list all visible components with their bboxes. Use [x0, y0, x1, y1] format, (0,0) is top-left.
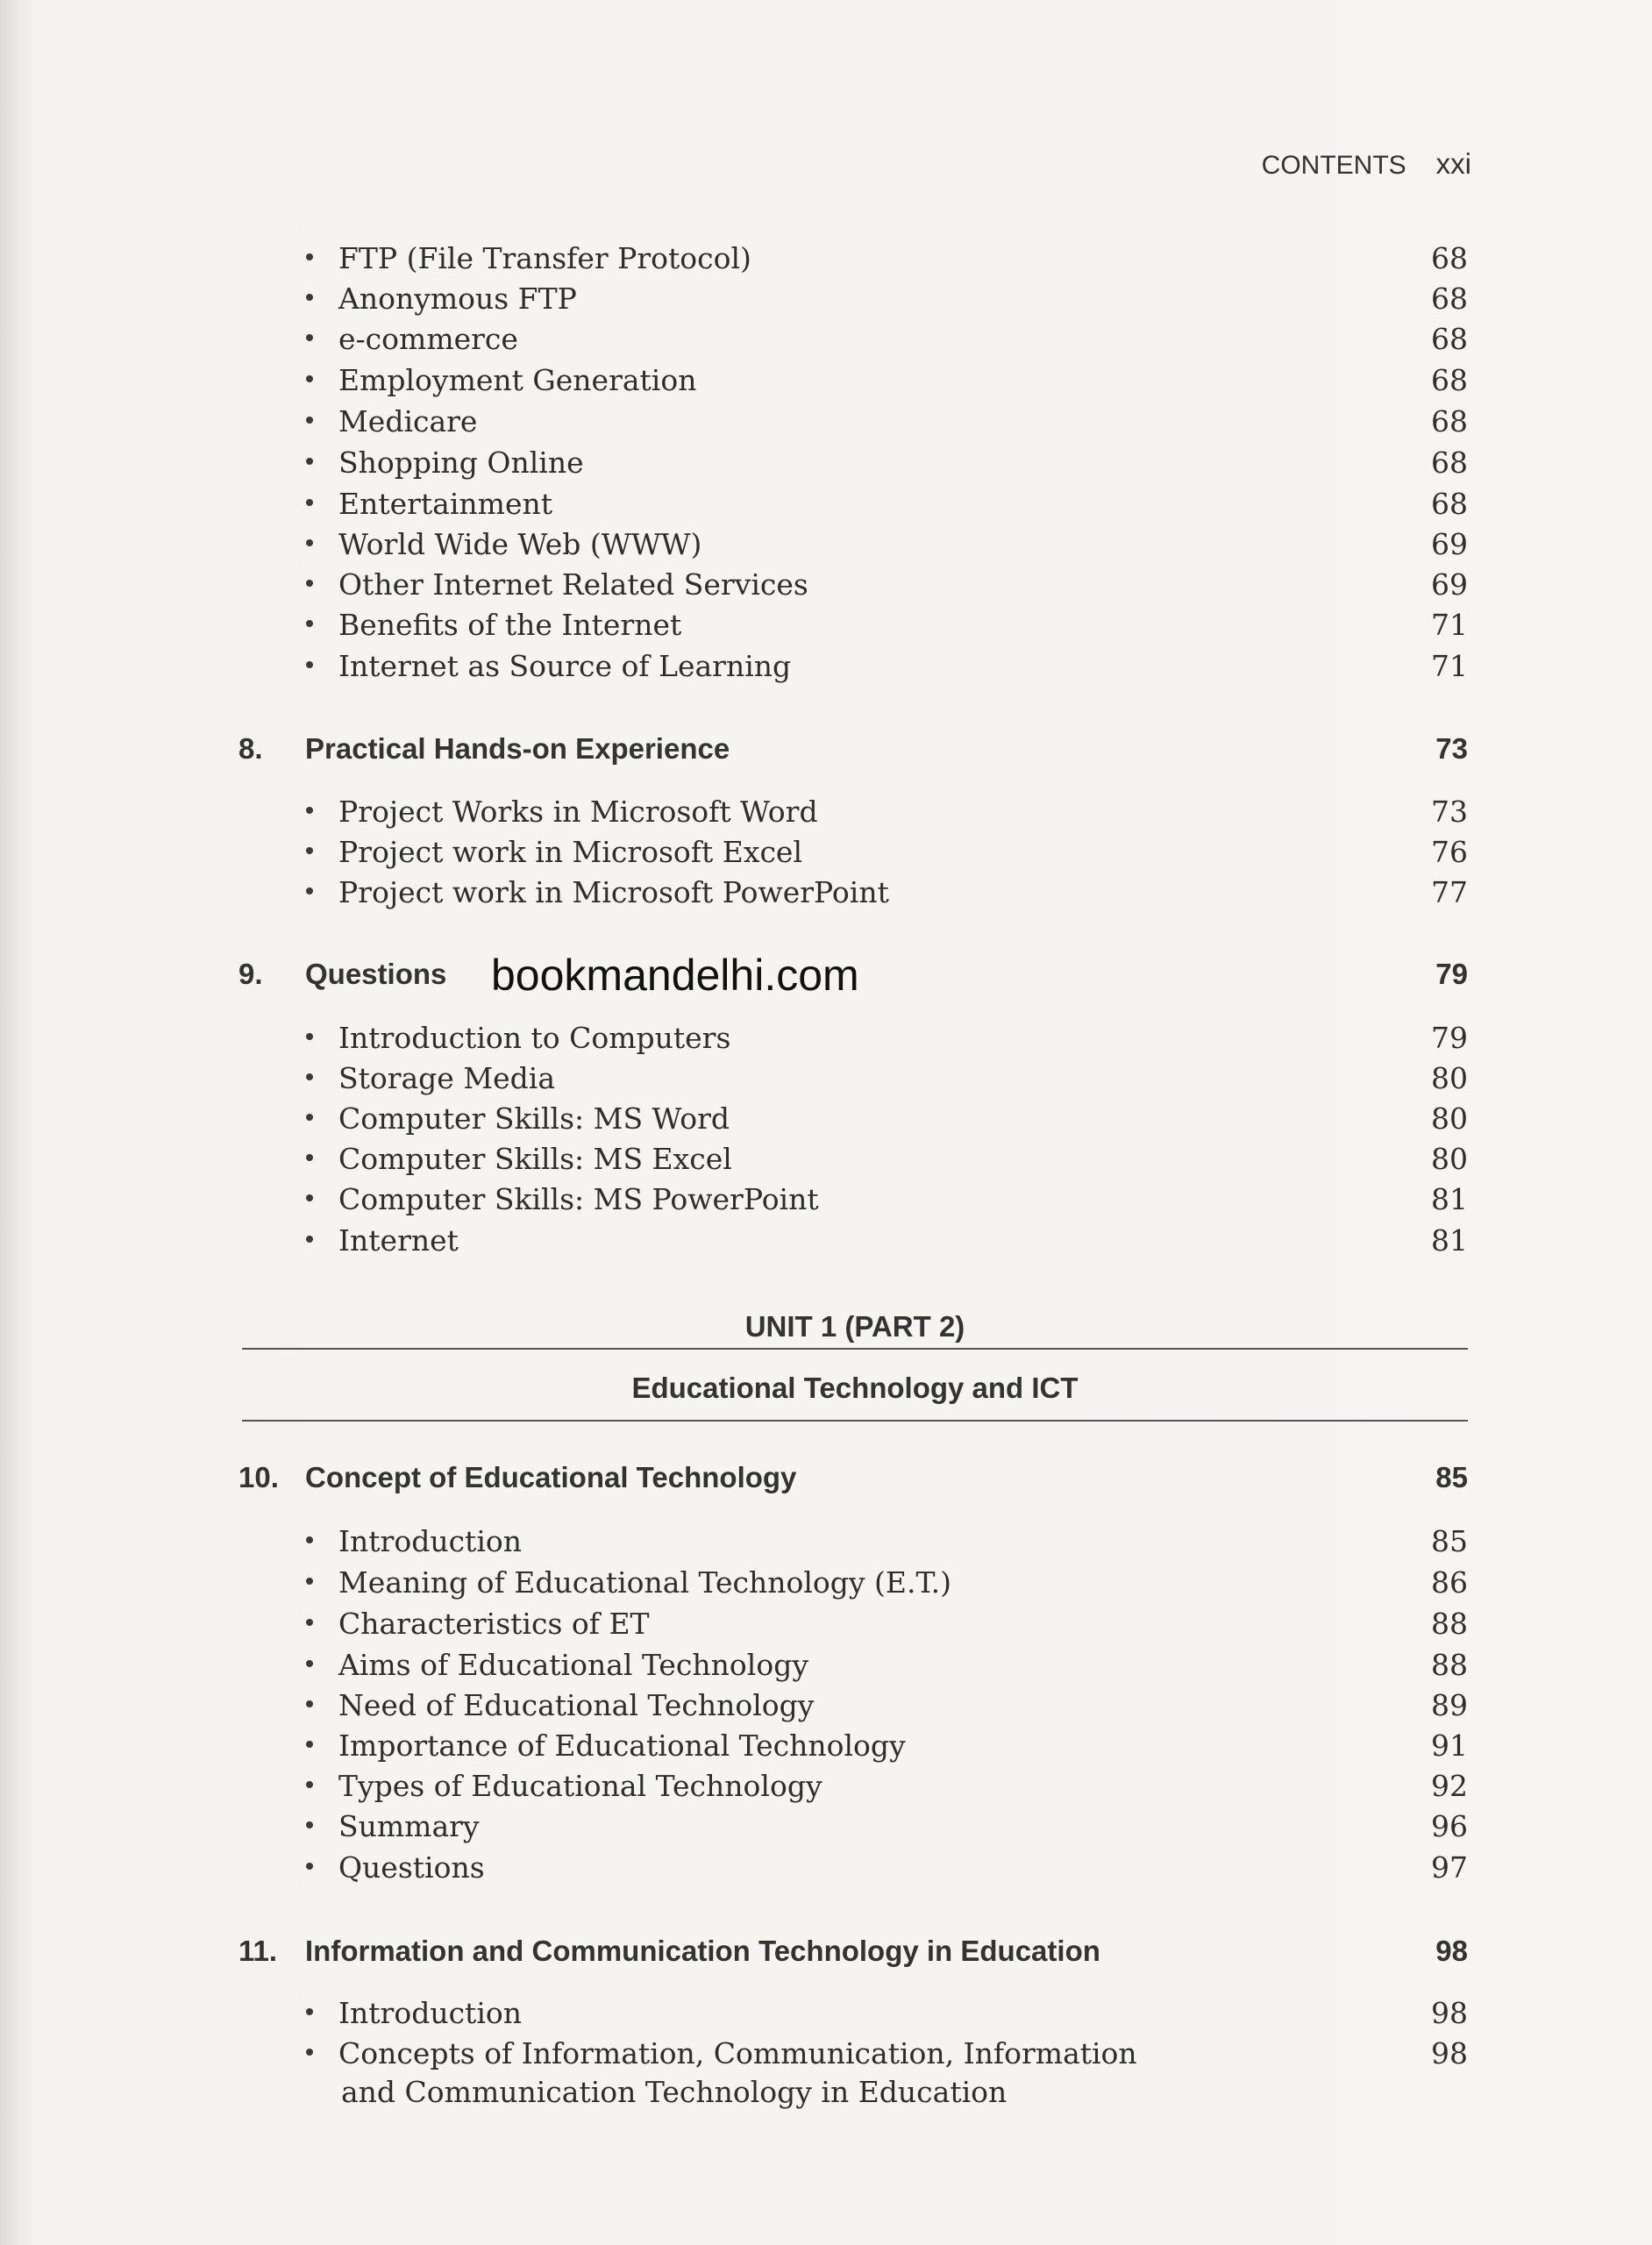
chapter-heading[interactable]: [0, 1461, 1652, 1501]
toc-entry[interactable]: [0, 1021, 1652, 1061]
bullet-icon: [306, 847, 313, 854]
toc-entry-page: 68: [1431, 445, 1468, 480]
bullet-icon: [306, 539, 313, 546]
toc-entry-page: 73: [1431, 795, 1468, 829]
toc-entry-page: 98: [1431, 2036, 1468, 2070]
bullet-icon: [306, 1073, 313, 1080]
bullet-icon: [306, 1700, 313, 1707]
toc-entry-page: 77: [1431, 875, 1468, 909]
toc-entry-page: 80: [1431, 1061, 1468, 1095]
toc-entry-text-continued: and Communication Technology in Education: [341, 2075, 1008, 2109]
bullet-icon: [306, 1536, 313, 1543]
toc-entry[interactable]: [0, 1850, 1652, 1891]
toc-entry[interactable]: [0, 2036, 1652, 2117]
bullet-icon: [306, 253, 313, 260]
divider-rule: [242, 1420, 1468, 1422]
toc-entry-page: 69: [1431, 567, 1468, 602]
toc-entry-text: Need of Educational Technology: [338, 1688, 815, 1722]
watermark-text: bookmandelhi.com: [491, 951, 859, 1000]
toc-entry-text: Introduction to Computers: [338, 1021, 731, 1055]
toc-entry-text: Entertainment: [338, 487, 552, 521]
chapter-title: Questions: [305, 958, 447, 990]
toc-entry-text: Anonymous FTP: [338, 282, 577, 316]
toc-entry-text: Importance of Educational Technology: [338, 1728, 906, 1763]
toc-entry[interactable]: [0, 1688, 1652, 1728]
bullet-icon: [306, 334, 313, 341]
bullet-icon: [306, 458, 313, 465]
toc-entry-text: Shopping Online: [338, 445, 584, 480]
toc-entry[interactable]: [0, 363, 1652, 403]
chapter-number: 11.: [239, 1935, 278, 1967]
running-header: [1263, 147, 1471, 181]
chapter-page: 79: [1435, 958, 1468, 990]
toc-entry[interactable]: [0, 608, 1652, 648]
toc-entry-page: 91: [1431, 1728, 1468, 1763]
toc-entry[interactable]: [0, 1101, 1652, 1142]
bullet-icon: [306, 294, 313, 301]
bullet-icon: [306, 1236, 313, 1243]
toc-entry[interactable]: [0, 1809, 1652, 1849]
toc-entry[interactable]: [0, 1769, 1652, 1809]
toc-entry-page: 71: [1431, 608, 1468, 642]
chapter-number: 10.: [239, 1461, 279, 1493]
toc-entry[interactable]: [0, 835, 1652, 875]
bullet-icon: [306, 1154, 313, 1161]
toc-entry-text: Computer Skills: MS Excel: [338, 1142, 732, 1176]
bullet-icon: [306, 2008, 313, 2015]
toc-entry[interactable]: [0, 1728, 1652, 1769]
toc-entry-text: Storage Media: [338, 1061, 556, 1095]
bullet-icon: [306, 1578, 313, 1585]
bullet-icon: [306, 2049, 313, 2056]
bullet-icon: [306, 499, 313, 506]
toc-entry[interactable]: [0, 241, 1652, 282]
toc-entry[interactable]: [0, 649, 1652, 689]
toc-entry[interactable]: [0, 527, 1652, 567]
toc-entry-page: 80: [1431, 1101, 1468, 1136]
chapter-title: Concept of Educational Technology: [305, 1461, 797, 1493]
bullet-icon: [306, 661, 313, 668]
chapter-heading[interactable]: [0, 732, 1652, 773]
chapter-page: 98: [1435, 1935, 1468, 1967]
toc-entry-text: Project Works in Microsoft Word: [338, 795, 818, 829]
toc-entry-text: Concepts of Information, Communication, Information: [338, 2036, 1137, 2070]
toc-entry[interactable]: [0, 1182, 1652, 1222]
bullet-icon: [306, 417, 313, 424]
toc-entry[interactable]: [0, 1565, 1652, 1606]
toc-entry-page: 68: [1431, 363, 1468, 397]
toc-entry-text: Employment Generation: [338, 363, 697, 397]
header-page-number: xxi: [1435, 147, 1471, 180]
toc-entry-text: Project work in Microsoft PowerPoint: [338, 875, 889, 909]
toc-entry-text: Summary: [338, 1809, 480, 1843]
bullet-icon: [306, 887, 313, 894]
toc-entry-text: Internet: [338, 1223, 459, 1258]
toc-entry[interactable]: [0, 445, 1652, 486]
toc-entry-page: 69: [1431, 527, 1468, 561]
chapter-title: Practical Hands-on Experience: [305, 732, 730, 765]
bullet-icon: [306, 375, 313, 382]
bullet-icon: [306, 1821, 313, 1828]
toc-entry-page: 68: [1431, 487, 1468, 521]
toc-entry[interactable]: [0, 1142, 1652, 1182]
toc-entry-page: 68: [1431, 404, 1468, 438]
toc-entry-page: 86: [1431, 1565, 1468, 1600]
toc-entry-text: Computer Skills: MS Word: [338, 1101, 730, 1136]
bullet-icon: [306, 1194, 313, 1201]
bullet-icon: [306, 1741, 313, 1748]
bullet-icon: [306, 807, 313, 814]
bullet-icon: [306, 1660, 313, 1667]
toc-entry-page: 68: [1431, 282, 1468, 316]
toc-entry-page: 79: [1431, 1021, 1468, 1055]
toc-entry-page: 88: [1431, 1648, 1468, 1682]
chapter-number: 9.: [239, 958, 263, 990]
toc-entry[interactable]: [0, 567, 1652, 608]
bullet-icon: [306, 580, 313, 587]
chapter-page: 85: [1435, 1461, 1468, 1493]
header-label: CONTENTS: [1261, 151, 1406, 180]
chapter-number: 8.: [239, 732, 263, 765]
toc-entry-text: Questions: [338, 1850, 485, 1885]
toc-entry-page: 81: [1431, 1223, 1468, 1258]
toc-entry[interactable]: [0, 322, 1652, 362]
bullet-icon: [306, 1114, 313, 1121]
unit-title: UNIT 1 (PART 2): [744, 1310, 965, 1343]
chapter-page: 73: [1435, 732, 1468, 765]
bullet-icon: [306, 1781, 313, 1788]
toc-entry[interactable]: [0, 875, 1652, 916]
toc-entry-text: Aims of Educational Technology: [338, 1648, 808, 1682]
bullet-icon: [306, 1863, 313, 1870]
toc-entry[interactable]: [0, 282, 1652, 322]
toc-entry-page: 80: [1431, 1142, 1468, 1176]
toc-entry-text: Benefits of the Internet: [338, 608, 682, 642]
toc-entry-page: 71: [1431, 649, 1468, 683]
toc-entry-page: 68: [1431, 241, 1468, 275]
bullet-icon: [306, 1033, 313, 1040]
toc-entry-page: 89: [1431, 1688, 1468, 1722]
toc-entry-page: 81: [1431, 1182, 1468, 1216]
toc-entry-page: 68: [1431, 322, 1468, 356]
toc-entry[interactable]: [0, 795, 1652, 835]
toc-entry-page: 88: [1431, 1607, 1468, 1641]
toc-entry[interactable]: [0, 404, 1652, 445]
toc-entry-text: Introduction: [338, 1524, 522, 1558]
toc-entry[interactable]: [0, 1648, 1652, 1688]
chapter-heading[interactable]: [0, 1935, 1652, 1975]
toc-entry-text: Project work in Microsoft Excel: [338, 835, 803, 869]
toc-entry-page: 96: [1431, 1809, 1468, 1843]
toc-entry-page: 98: [1431, 1996, 1468, 2030]
toc-entry[interactable]: [0, 1223, 1652, 1264]
toc-entry-page: 97: [1431, 1850, 1468, 1885]
toc-entry-page: 85: [1431, 1524, 1468, 1558]
toc-entry-text: Computer Skills: MS PowerPoint: [338, 1182, 819, 1216]
toc-entry-text: Types of Educational Technology: [338, 1769, 822, 1803]
toc-entry-text: Medicare: [338, 404, 478, 438]
divider-rule: [242, 1348, 1468, 1350]
toc-entry-page: 76: [1431, 835, 1468, 869]
chapter-title: Information and Communication Technology in Education: [305, 1935, 1100, 1967]
toc-entry-text: FTP (File Transfer Protocol): [338, 241, 751, 275]
toc-entry-text: Meaning of Educational Technology (E.T.): [338, 1565, 952, 1600]
toc-entry-text: e-commerce: [338, 322, 518, 356]
toc-entry[interactable]: [0, 1996, 1652, 2036]
toc-entry-text: Internet as Source of Learning: [338, 649, 792, 683]
toc-entry-page: 92: [1431, 1769, 1468, 1803]
toc-entry-text: World Wide Web (WWW): [338, 527, 702, 561]
bullet-icon: [306, 620, 313, 627]
toc-entry[interactable]: [0, 1607, 1652, 1647]
bullet-icon: [306, 1619, 313, 1626]
toc-entry-text: Characteristics of ET: [338, 1607, 650, 1641]
toc-entry[interactable]: [0, 1061, 1652, 1101]
toc-entry-text: Other Internet Related Services: [338, 567, 808, 602]
unit-subtitle: Educational Technology and ICT: [631, 1372, 1079, 1404]
toc-entry-text: Introduction: [338, 1996, 522, 2030]
toc-entry[interactable]: [0, 487, 1652, 527]
toc-entry[interactable]: [0, 1524, 1652, 1564]
